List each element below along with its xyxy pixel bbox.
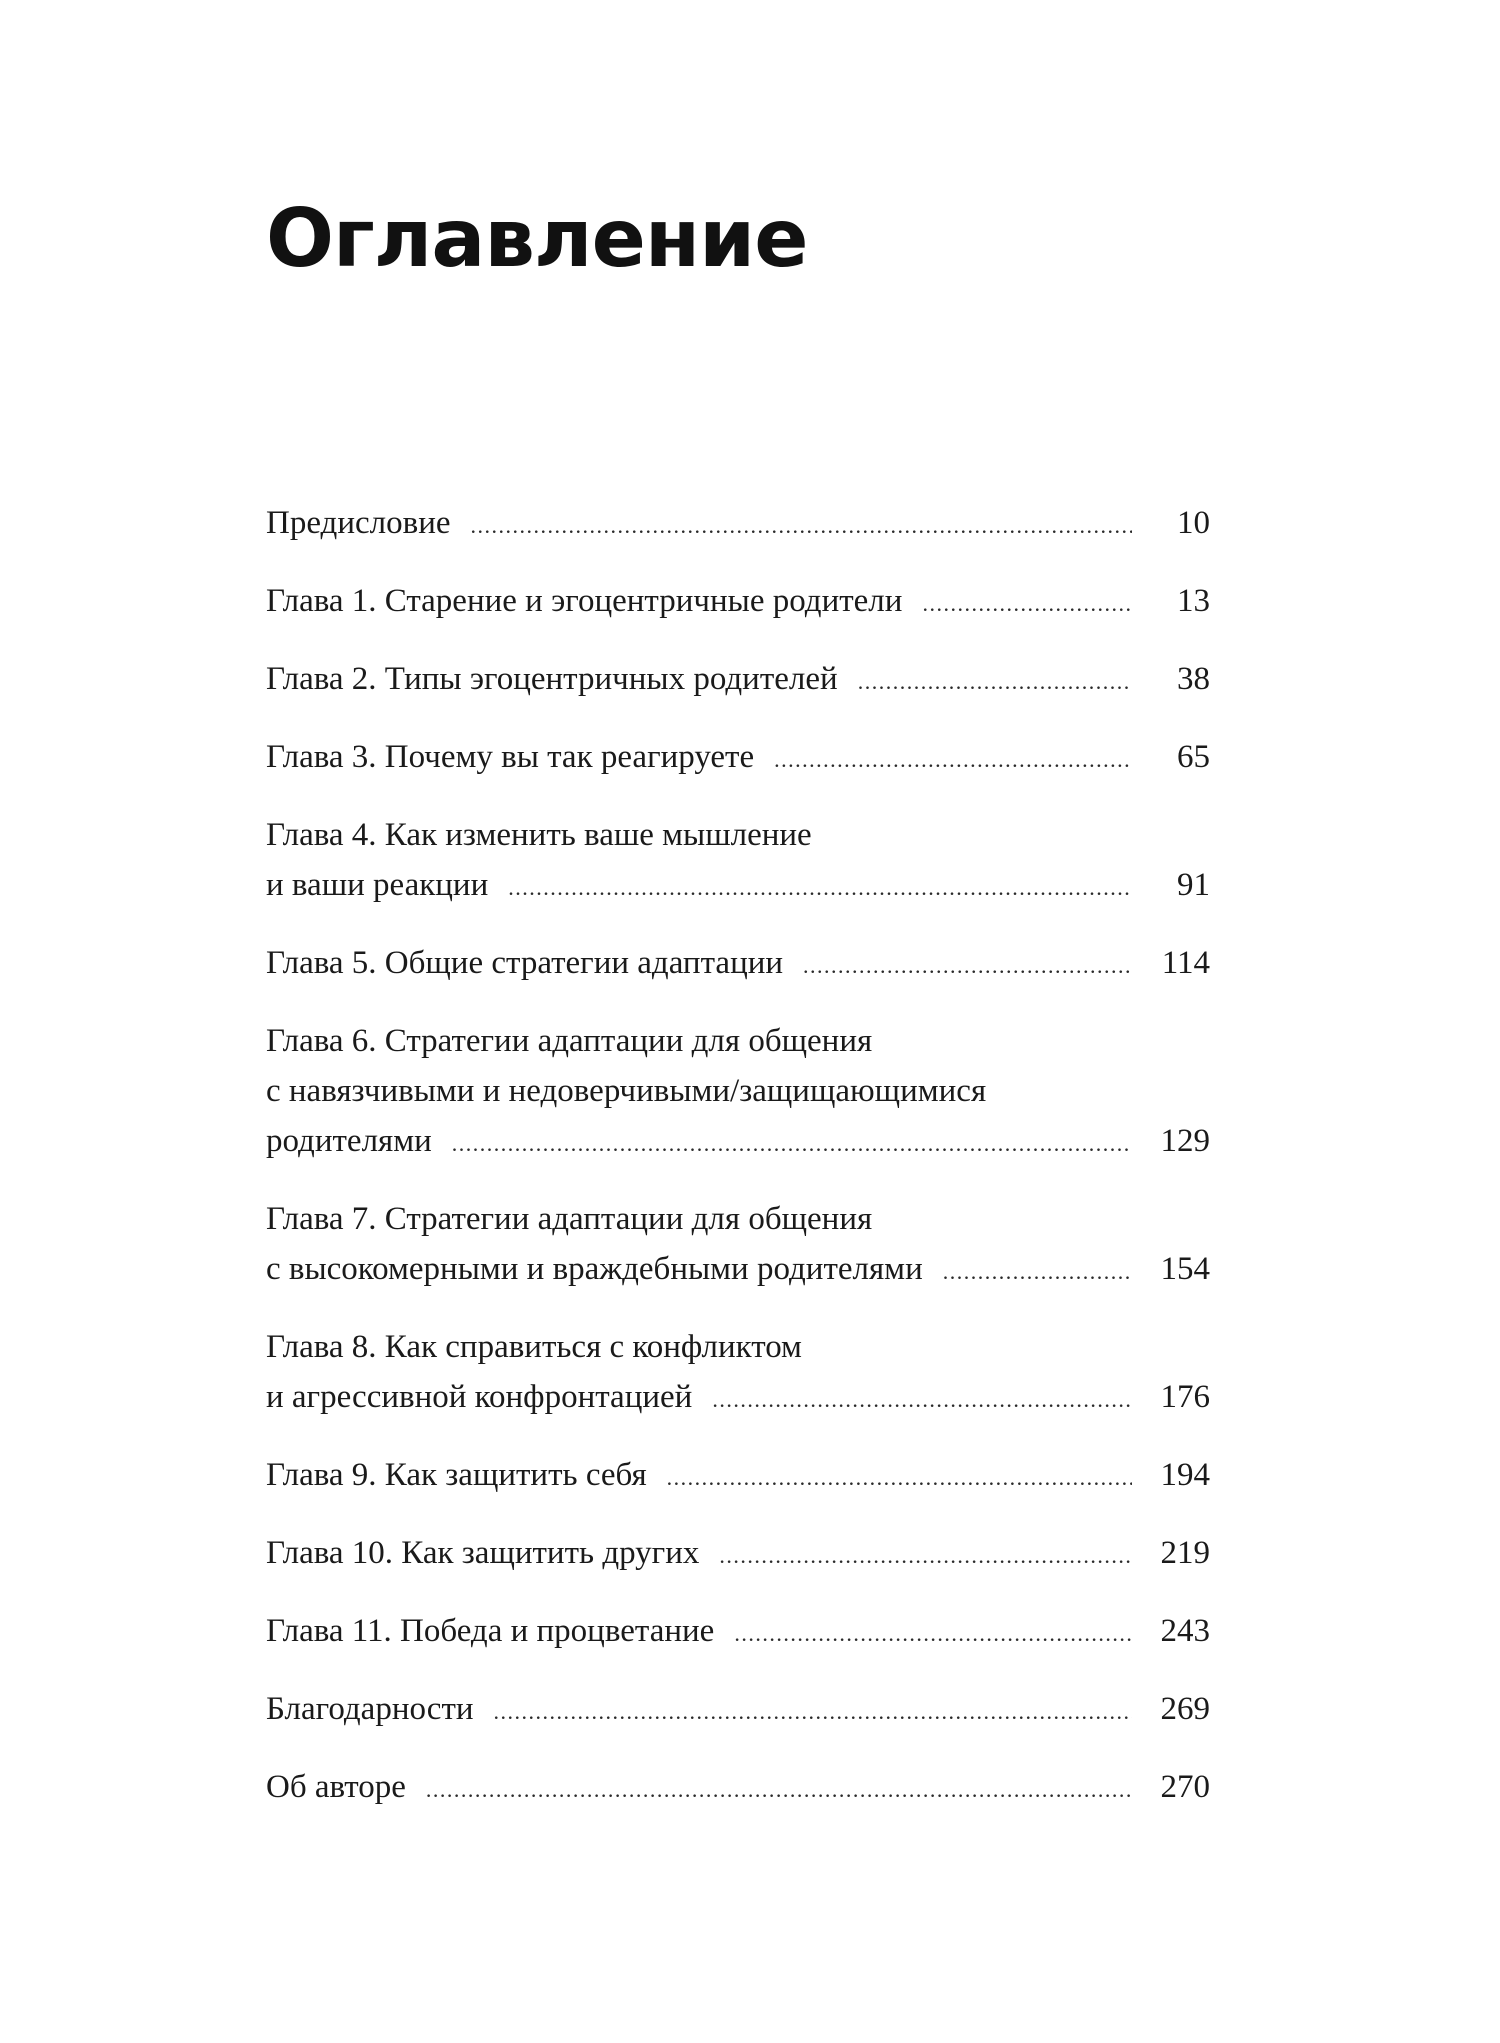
toc-page-number: 38 bbox=[1177, 661, 1210, 697]
toc-entry-text: Глава 8. Как справиться с конфликтом bbox=[266, 1329, 802, 1365]
dot-leader bbox=[734, 1609, 1132, 1659]
toc-entry[interactable] bbox=[266, 1606, 1210, 1656]
toc-page-number: 65 bbox=[1177, 739, 1210, 775]
dot-leader bbox=[452, 1119, 1132, 1169]
dot-leader bbox=[494, 1687, 1132, 1737]
toc-page-number: 243 bbox=[1160, 1613, 1210, 1649]
dot-leader bbox=[943, 1247, 1132, 1297]
toc-entry-text: Глава 6. Стратегии адаптации для общения bbox=[266, 1023, 873, 1059]
toc-entry-text: с высокомерными и враждебными родителями bbox=[266, 1251, 923, 1287]
toc-entry[interactable] bbox=[266, 732, 1210, 782]
toc-entry-last-line bbox=[266, 1684, 1210, 1734]
toc-entry-last-line bbox=[266, 938, 1210, 988]
toc-page-number: 176 bbox=[1160, 1379, 1210, 1415]
dot-leader bbox=[712, 1375, 1132, 1425]
toc-entry[interactable] bbox=[266, 1450, 1210, 1500]
dot-leader bbox=[922, 579, 1132, 629]
toc-entry-text: Глава 10. Как защитить других bbox=[266, 1535, 700, 1571]
toc-entry-text: Глава 5. Общие стратегии адаптации bbox=[266, 945, 784, 981]
toc-entry-text: Глава 7. Стратегии адаптации для общения bbox=[266, 1201, 873, 1237]
toc-entry-text: Глава 11. Победа и процветание bbox=[266, 1613, 715, 1649]
toc-entry-last-line bbox=[266, 860, 1210, 910]
toc-page-number: 114 bbox=[1161, 945, 1210, 981]
dot-leader bbox=[471, 501, 1133, 551]
toc-entry-text: Глава 3. Почему вы так реагируете bbox=[266, 739, 755, 775]
toc-entry-text: Глава 4. Как изменить ваше мышление bbox=[266, 817, 812, 853]
toc-page-number: 129 bbox=[1160, 1123, 1210, 1159]
toc-page-number: 270 bbox=[1160, 1769, 1210, 1805]
toc-entry-last-line bbox=[266, 1116, 1210, 1166]
toc-entry-last-line bbox=[266, 1372, 1210, 1422]
toc-entry[interactable] bbox=[266, 1194, 1210, 1294]
toc-entry[interactable] bbox=[266, 938, 1210, 988]
toc-entry-text: Благодарности bbox=[266, 1691, 474, 1727]
toc-entry-text: Об авторе bbox=[266, 1769, 406, 1805]
toc-page-number: 219 bbox=[1160, 1535, 1210, 1571]
toc-entry-text: Глава 1. Старение и эгоцентричные родители bbox=[266, 583, 903, 619]
toc-entry[interactable] bbox=[266, 810, 1210, 910]
toc-entry-text: с навязчивыми и недоверчивыми/защищающимися bbox=[266, 1073, 987, 1109]
dot-leader bbox=[858, 657, 1132, 707]
toc-page-number: 194 bbox=[1160, 1457, 1210, 1493]
toc-entry[interactable] bbox=[266, 654, 1210, 704]
page-title: Оглавление bbox=[266, 192, 808, 285]
toc-entry-text: Предисловие bbox=[266, 505, 451, 541]
toc-entry-last-line bbox=[266, 576, 1210, 626]
toc-entry-text: Глава 2. Типы эгоцентричных родителей bbox=[266, 661, 838, 697]
toc-entry[interactable] bbox=[266, 498, 1210, 548]
toc-entry[interactable] bbox=[266, 1762, 1210, 1812]
toc-entry[interactable] bbox=[266, 1322, 1210, 1422]
toc-entry-last-line bbox=[266, 498, 1210, 548]
toc-entry-last-line bbox=[266, 732, 1210, 782]
toc-entry[interactable] bbox=[266, 576, 1210, 626]
toc-page-number: 13 bbox=[1177, 583, 1210, 619]
toc-entry-text: и агрессивной конфронтацией bbox=[266, 1379, 693, 1415]
toc-entry-last-line bbox=[266, 1762, 1210, 1812]
toc-entry-last-line bbox=[266, 1450, 1210, 1500]
toc-page-number: 154 bbox=[1160, 1251, 1210, 1287]
toc-page-number: 91 bbox=[1177, 867, 1210, 903]
toc-entry-text: Глава 9. Как защитить себя bbox=[266, 1457, 647, 1493]
toc-page-number: 10 bbox=[1177, 505, 1210, 541]
toc-entry-last-line bbox=[266, 1244, 1210, 1294]
dot-leader bbox=[774, 735, 1132, 785]
dot-leader bbox=[803, 941, 1132, 991]
toc-entry[interactable] bbox=[266, 1016, 1210, 1166]
toc-entry[interactable] bbox=[266, 1528, 1210, 1578]
toc-entry-last-line bbox=[266, 1528, 1210, 1578]
toc-page-number: 269 bbox=[1160, 1691, 1210, 1727]
toc-entry[interactable] bbox=[266, 1684, 1210, 1734]
toc-entry-last-line bbox=[266, 654, 1210, 704]
dot-leader bbox=[508, 863, 1132, 913]
toc-entry-text: и ваши реакции bbox=[266, 867, 489, 903]
toc-entry-text: родителями bbox=[266, 1123, 432, 1159]
dot-leader bbox=[719, 1531, 1132, 1581]
table-of-contents bbox=[266, 498, 1210, 1840]
dot-leader bbox=[667, 1453, 1132, 1503]
toc-entry-last-line bbox=[266, 1606, 1210, 1656]
dot-leader bbox=[426, 1765, 1132, 1815]
